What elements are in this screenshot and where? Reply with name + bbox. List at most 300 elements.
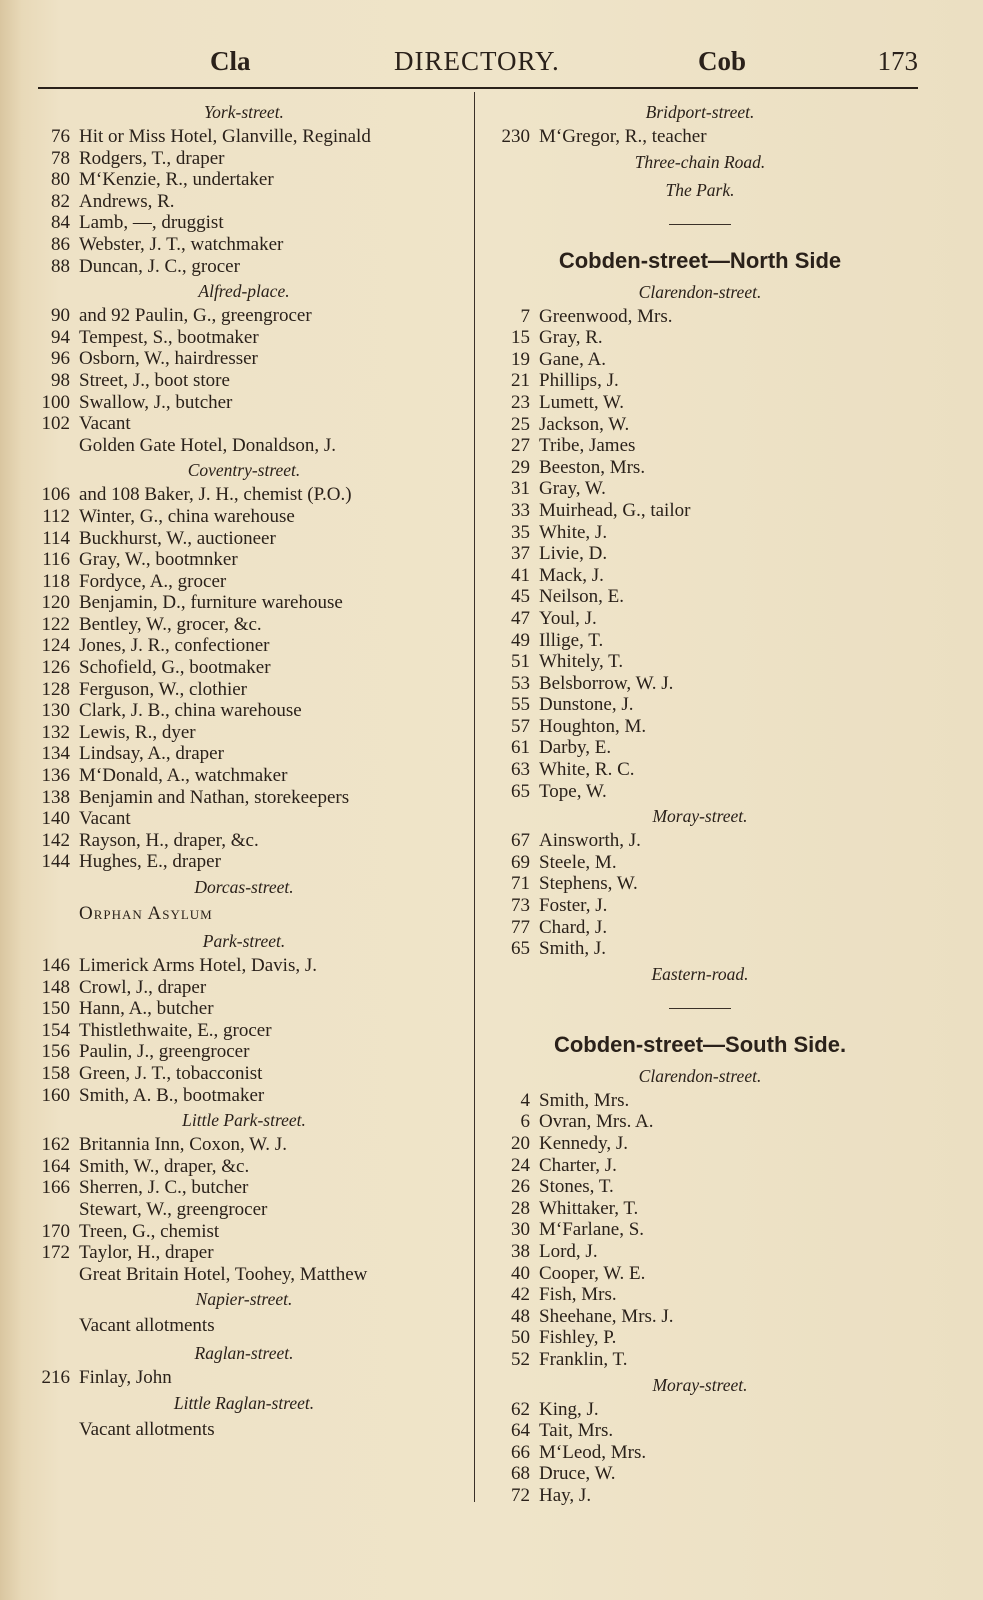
directory-entry — [480, 759, 920, 781]
occupant-name: Charter, J. — [539, 1154, 617, 1176]
house-number: 82 — [51, 190, 70, 212]
house-number: 150 — [41, 998, 70, 1020]
occupant-name: Finlay, John — [79, 1367, 172, 1389]
house-number: 68 — [511, 1463, 530, 1485]
house-number: 78 — [51, 147, 70, 169]
occupant-name: M‘Kenzie, R., undertaker — [79, 169, 274, 191]
occupant-name: Green, J. T., tobacconist — [79, 1062, 263, 1084]
house-number: 73 — [511, 895, 530, 917]
house-number: 162 — [41, 1134, 70, 1156]
directory-note: Vacant allotments — [79, 1315, 215, 1337]
directory-entry — [24, 169, 464, 191]
directory-entry — [480, 673, 920, 695]
occupant-name: Fish, Mrs. — [539, 1284, 617, 1306]
house-number: 4 — [520, 1089, 530, 1111]
occupant-name: Taylor, H., draper — [79, 1242, 214, 1264]
occupant-name: White, J. — [539, 521, 608, 543]
directory-entry — [24, 657, 464, 679]
occupant-name: Lumett, W. — [539, 391, 624, 413]
occupant-name: Lord, J. — [539, 1240, 598, 1262]
occupant-name: Neilson, E. — [539, 586, 624, 608]
house-number: 132 — [41, 721, 70, 743]
occupant-name: Benjamin and Nathan, storekeepers — [79, 786, 350, 808]
directory-entry — [24, 1264, 464, 1286]
house-number: 100 — [41, 391, 70, 413]
house-number: 120 — [41, 592, 70, 614]
directory-entry — [24, 977, 464, 999]
house-number: 63 — [511, 759, 530, 781]
occupant-name: Treen, G., chemist — [79, 1220, 220, 1242]
house-number: 24 — [511, 1154, 530, 1176]
house-number: 31 — [511, 478, 530, 500]
occupant-name: Lewis, R., dyer — [79, 721, 196, 743]
occupant-name: Smith, A. B., bootmaker — [79, 1084, 265, 1106]
occupant-name: White, R. C. — [539, 759, 635, 781]
house-number: 62 — [511, 1398, 530, 1420]
header-right-guide-word: Cob — [698, 46, 747, 76]
occupant-name: Swallow, J., butcher — [79, 391, 233, 413]
house-number: 28 — [511, 1197, 530, 1219]
occupant-name: Greenwood, Mrs. — [539, 305, 673, 327]
house-number: 122 — [41, 613, 70, 635]
house-number: 6 — [520, 1111, 530, 1133]
occupant-name: Duncan, J. C., grocer — [79, 255, 240, 277]
occupant-name: and 92 Paulin, G., greengrocer — [79, 305, 312, 327]
occupant-name: Beeston, Mrs. — [539, 456, 646, 478]
occupant-name: Jones, J. R., confectioner — [79, 635, 270, 657]
directory-entry — [24, 528, 464, 550]
house-number: 51 — [511, 651, 530, 673]
cross-street-heading: Little Raglan-street. — [173, 1392, 315, 1413]
directory-entry — [480, 1442, 920, 1464]
directory-entry — [24, 614, 464, 636]
house-number: 134 — [41, 743, 70, 765]
directory-entry — [480, 938, 920, 960]
directory-entry — [24, 1156, 464, 1178]
cross-street-heading: Park-street. — [202, 931, 286, 951]
cross-street-heading: Dorcas-street. — [194, 877, 294, 897]
house-number: 29 — [511, 456, 530, 478]
house-number: 128 — [41, 678, 70, 700]
house-number: 21 — [511, 370, 530, 392]
house-number: 25 — [511, 413, 530, 435]
occupant-name: Franklin, T. — [539, 1348, 628, 1370]
occupant-name: M‘Farlane, S. — [539, 1219, 645, 1241]
occupant-name: Jackson, W. — [539, 413, 630, 435]
directory-entry — [480, 1241, 920, 1263]
house-number: 15 — [511, 327, 530, 349]
occupant-name: Smith, J. — [539, 938, 607, 960]
occupant-name: Hit or Miss Hotel, Glanville, Reginald — [79, 126, 371, 147]
house-number: 52 — [511, 1348, 530, 1370]
house-number: 160 — [41, 1084, 70, 1106]
directory-entry — [480, 1284, 920, 1306]
house-number: 170 — [41, 1220, 70, 1242]
cross-street-heading: Moray-street. — [652, 1374, 748, 1395]
cross-street-heading: The Park. — [665, 179, 735, 200]
occupant-name: Whittaker, T. — [539, 1197, 639, 1219]
occupant-name: Hay, J. — [539, 1484, 592, 1506]
occupant-name: Clark, J. B., china warehouse — [79, 700, 302, 722]
directory-entry — [24, 1041, 464, 1063]
directory-entry — [24, 191, 464, 213]
directory-entry — [480, 716, 920, 738]
house-number: 69 — [511, 851, 530, 873]
street-section-heading: Cobden-street—North Side — [558, 247, 842, 273]
directory-entry — [480, 414, 920, 436]
house-number: 37 — [511, 543, 530, 565]
directory-entry — [480, 500, 920, 522]
column-divider — [474, 92, 475, 1502]
directory-entry — [24, 506, 464, 528]
occupant-name: Benjamin, D., furniture warehouse — [79, 592, 343, 614]
cross-street-heading: Clarendon-street. — [638, 1065, 762, 1086]
occupant-name: Hughes, E., draper — [79, 851, 221, 873]
directory-entry — [24, 851, 464, 873]
cross-street-heading: Little Park-street. — [182, 1110, 306, 1131]
directory-entry — [24, 571, 464, 593]
occupant-name: Vacant — [79, 808, 131, 830]
house-number: 20 — [511, 1133, 530, 1154]
house-number: 50 — [511, 1327, 530, 1349]
house-number: 144 — [41, 851, 70, 873]
house-number: 216 — [41, 1367, 70, 1389]
directory-entry — [24, 126, 464, 148]
directory-entry — [480, 1463, 920, 1485]
directory-entry — [24, 484, 464, 506]
occupant-name: Gray, R. — [539, 327, 603, 349]
directory-entry — [480, 1176, 920, 1198]
occupant-name: Foster, J. — [539, 895, 608, 917]
house-number: 41 — [511, 564, 530, 586]
occupant-name: and 108 Baker, J. H., chemist (P.O.) — [79, 484, 352, 506]
occupant-name: Schofield, G., bootmaker — [79, 657, 271, 679]
occupant-name: Britannia Inn, Coxon, W. J. — [79, 1134, 287, 1156]
directory-entry — [24, 327, 464, 349]
directory-entry — [480, 457, 920, 479]
occupant-name: M‘Leod, Mrs. — [539, 1441, 647, 1463]
directory-entry — [24, 1367, 464, 1389]
header-rule — [38, 87, 918, 89]
occupant-name: Rayson, H., draper, &c. — [79, 829, 259, 851]
occupant-name: Houghton, M. — [539, 715, 647, 737]
house-number: 86 — [51, 233, 70, 255]
house-number: 45 — [511, 586, 530, 608]
occupant-name: Buckhurst, W., auctioneer — [79, 527, 276, 549]
occupant-name: Vacant — [79, 413, 131, 435]
directory-entry — [480, 1485, 920, 1507]
directory-entry — [480, 917, 920, 939]
house-number: 114 — [42, 527, 70, 549]
house-number: 98 — [51, 369, 70, 391]
directory-entry — [480, 327, 920, 349]
occupant-name: Smith, Mrs. — [539, 1089, 630, 1111]
occupant-name: Tope, W. — [539, 780, 607, 802]
directory-entry — [24, 592, 464, 614]
house-number: 94 — [51, 326, 70, 348]
house-number: 35 — [511, 521, 530, 543]
occupant-name: Sheehane, Mrs. J. — [539, 1305, 674, 1327]
occupant-name: Ainsworth, J. — [539, 830, 641, 852]
directory-entry — [24, 1134, 464, 1156]
section-divider — [480, 204, 920, 244]
occupant-name: Lindsay, A., draper — [79, 743, 224, 765]
directory-note: Vacant allotments — [79, 1418, 215, 1440]
house-number: 146 — [41, 955, 70, 976]
cross-street-heading: Bridport-street. — [645, 102, 755, 122]
directory-entry — [480, 1219, 920, 1241]
occupant-name: Paulin, J., greengrocer — [79, 1041, 250, 1063]
occupant-name: Rodgers, T., draper — [79, 147, 225, 169]
occupant-name: Tempest, S., bootmaker — [79, 326, 259, 348]
street-section-heading: Cobden-street—South Side. — [553, 1031, 847, 1057]
directory-entry — [480, 1420, 920, 1442]
right-column — [480, 98, 920, 1507]
house-number: 154 — [41, 1019, 70, 1041]
directory-entry — [24, 1020, 464, 1042]
directory-entry — [480, 1198, 920, 1220]
occupant-name: Ferguson, W., clothier — [79, 678, 248, 700]
directory-entry — [24, 1199, 464, 1221]
house-number: 7 — [520, 305, 530, 327]
house-number: 65 — [511, 780, 530, 802]
house-number: 136 — [41, 765, 70, 787]
occupant-name: Darby, E. — [539, 737, 612, 759]
directory-entry — [24, 787, 464, 809]
directory-entry — [480, 694, 920, 716]
occupant-name: Whitely, T. — [539, 651, 624, 673]
cross-street-heading: Coventry-street. — [187, 460, 301, 481]
house-number: 33 — [511, 499, 530, 521]
cross-street-heading: Raglan-street. — [194, 1343, 294, 1364]
house-number: 72 — [511, 1484, 530, 1506]
occupant-name: Fordyce, A., grocer — [79, 570, 227, 592]
directory-entry — [24, 305, 464, 327]
directory-entry — [480, 1327, 920, 1349]
house-number: 106 — [41, 484, 70, 506]
occupant-name: Webster, J. T., watchmaker — [79, 233, 284, 255]
house-number: 77 — [511, 916, 530, 938]
cross-street-heading: Three-chain Road. — [634, 151, 766, 172]
directory-entry — [24, 743, 464, 765]
directory-entry — [24, 1242, 464, 1264]
occupant-name: King, J. — [539, 1398, 599, 1420]
house-number: 140 — [41, 808, 70, 830]
occupant-name: Hann, A., butcher — [79, 998, 214, 1020]
house-number: 76 — [51, 126, 70, 147]
house-number: 112 — [42, 505, 70, 527]
house-number: 49 — [511, 629, 530, 651]
house-number: 158 — [41, 1062, 70, 1084]
directory-entry — [480, 895, 920, 917]
directory-entry — [24, 392, 464, 414]
directory-entry — [480, 126, 920, 148]
house-number: 172 — [41, 1242, 70, 1264]
occupant-name: Belsborrow, W. J. — [539, 672, 674, 694]
directory-entry — [480, 478, 920, 500]
header-left-guide-word: Cla — [210, 46, 251, 76]
house-number: 42 — [511, 1284, 530, 1306]
directory-entry — [480, 392, 920, 414]
house-number: 118 — [42, 570, 70, 592]
house-number: 90 — [51, 305, 70, 327]
occupant-name: Fishley, P. — [539, 1327, 617, 1349]
directory-entry — [24, 413, 464, 435]
directory-entry — [480, 586, 920, 608]
house-number: 47 — [511, 607, 530, 629]
directory-entry — [480, 543, 920, 565]
directory-entry — [480, 1349, 920, 1371]
cross-street-heading: Clarendon-street. — [638, 281, 762, 302]
cross-street-heading: York-street. — [204, 102, 284, 122]
occupant-name: Stephens, W. — [539, 873, 638, 895]
directory-entry — [480, 1133, 920, 1155]
house-number: 38 — [511, 1240, 530, 1262]
house-number: 138 — [41, 786, 70, 808]
house-number: 19 — [511, 348, 530, 370]
directory-entry — [480, 651, 920, 673]
house-number: 67 — [511, 830, 530, 852]
directory-entry — [24, 256, 464, 278]
occupant-name: Mack, J. — [539, 564, 604, 586]
directory-entry — [480, 306, 920, 328]
house-number: 48 — [511, 1305, 530, 1327]
directory-entry — [480, 608, 920, 630]
directory-entry — [24, 955, 464, 977]
occupant-name: Crowl, J., draper — [79, 976, 207, 998]
occupant-name: Druce, W. — [539, 1463, 616, 1485]
house-number: 53 — [511, 672, 530, 694]
section-divider — [480, 988, 920, 1028]
occupant-name: Winter, G., china warehouse — [79, 505, 295, 527]
occupant-name: Street, J., boot store — [79, 369, 230, 391]
house-number: 65 — [511, 938, 530, 960]
occupant-name: Cooper, W. E. — [539, 1262, 646, 1284]
occupant-name: Andrews, R. — [79, 190, 175, 212]
house-number: 71 — [511, 873, 530, 895]
occupant-name: Phillips, J. — [539, 370, 619, 392]
directory-entry — [480, 435, 920, 457]
directory-entry — [24, 635, 464, 657]
house-number: 148 — [41, 976, 70, 998]
house-number: 55 — [511, 694, 530, 716]
page-header — [38, 46, 918, 86]
occupant-name: Stewart, W., greengrocer — [79, 1198, 268, 1220]
occupant-name: Youl, J. — [539, 607, 597, 629]
directory-entry — [24, 830, 464, 852]
house-number: 166 — [41, 1177, 70, 1199]
directory-entry — [24, 998, 464, 1020]
house-number: 156 — [41, 1041, 70, 1063]
house-number: 124 — [41, 635, 70, 657]
directory-entry — [24, 1085, 464, 1107]
directory-entry — [24, 1177, 464, 1199]
directory-entry — [480, 737, 920, 759]
directory-entry — [480, 852, 920, 874]
directory-entry — [480, 1111, 920, 1133]
cross-street-heading: Alfred-place. — [198, 281, 290, 302]
occupant-name: Ovran, Mrs. A. — [539, 1111, 654, 1133]
directory-entry — [480, 630, 920, 652]
occupant-name: Golden Gate Hotel, Donaldson, J. — [79, 434, 336, 456]
directory-entry — [24, 808, 464, 830]
directory-entry — [24, 348, 464, 370]
house-number: 80 — [51, 169, 70, 191]
house-number: 126 — [41, 657, 70, 679]
cross-street-heading: Eastern-road. — [651, 963, 749, 984]
occupant-name: M‘Gregor, R., teacher — [539, 126, 707, 147]
house-number: 66 — [511, 1441, 530, 1463]
directory-entry — [480, 873, 920, 895]
directory-entry — [480, 1090, 920, 1112]
directory-entry — [24, 1063, 464, 1085]
occupant-name: Kennedy, J. — [539, 1133, 628, 1154]
house-number: 84 — [51, 212, 70, 234]
directory-entry — [24, 370, 464, 392]
directory-entry — [24, 549, 464, 571]
directory-entry — [24, 1221, 464, 1243]
institution-entry: Orphan Asylum — [79, 903, 213, 924]
occupant-name: Limerick Arms Hotel, Davis, J. — [79, 955, 317, 976]
occupant-name: Chard, J. — [539, 916, 608, 938]
directory-entry — [480, 565, 920, 587]
occupant-name: Dunstone, J. — [539, 694, 634, 716]
directory-entry — [480, 1306, 920, 1328]
cross-street-heading: Moray-street. — [652, 806, 748, 827]
house-number: 64 — [511, 1420, 530, 1442]
directory-entry — [480, 370, 920, 392]
house-number: 61 — [511, 737, 530, 759]
occupant-name: Gray, W. — [539, 478, 606, 500]
occupant-name: Tribe, James — [539, 435, 636, 457]
directory-entry — [480, 1263, 920, 1285]
occupant-name: M‘Donald, A., watchmaker — [79, 765, 288, 787]
page-number: 173 — [877, 46, 918, 76]
house-number: 27 — [511, 435, 530, 457]
occupant-name: Smith, W., draper, &c. — [79, 1155, 250, 1177]
house-number: 40 — [511, 1262, 530, 1284]
cross-street-heading: Napier-street. — [195, 1289, 293, 1310]
occupant-name: Tait, Mrs. — [539, 1420, 614, 1442]
directory-entry — [24, 148, 464, 170]
house-number: 130 — [41, 700, 70, 722]
occupant-name: Muirhead, G., tailor — [539, 499, 691, 521]
occupant-name: Gray, W., bootmnker — [79, 549, 238, 571]
house-number: 96 — [51, 348, 70, 370]
occupant-name: Livie, D. — [539, 543, 608, 565]
directory-entry — [24, 765, 464, 787]
house-number: 102 — [41, 413, 70, 435]
directory-entry — [24, 700, 464, 722]
occupant-name: Stones, T. — [539, 1176, 614, 1198]
house-number: 23 — [511, 391, 530, 413]
occupant-name: Sherren, J. C., butcher — [79, 1177, 249, 1199]
occupant-name: Gane, A. — [539, 348, 607, 370]
house-number: 116 — [42, 549, 70, 571]
directory-entry — [24, 212, 464, 234]
directory-entry — [480, 1399, 920, 1421]
occupant-name: Illige, T. — [539, 629, 604, 651]
directory-entry — [24, 435, 464, 457]
directory-entry — [24, 722, 464, 744]
house-number: 230 — [501, 126, 530, 147]
header-title: DIRECTORY. — [394, 46, 560, 76]
directory-entry — [480, 830, 920, 852]
directory-entry — [480, 1155, 920, 1177]
directory-entry — [480, 349, 920, 371]
occupant-name: Steele, M. — [539, 851, 617, 873]
occupant-name: Great Britain Hotel, Toohey, Matthew — [79, 1263, 368, 1285]
